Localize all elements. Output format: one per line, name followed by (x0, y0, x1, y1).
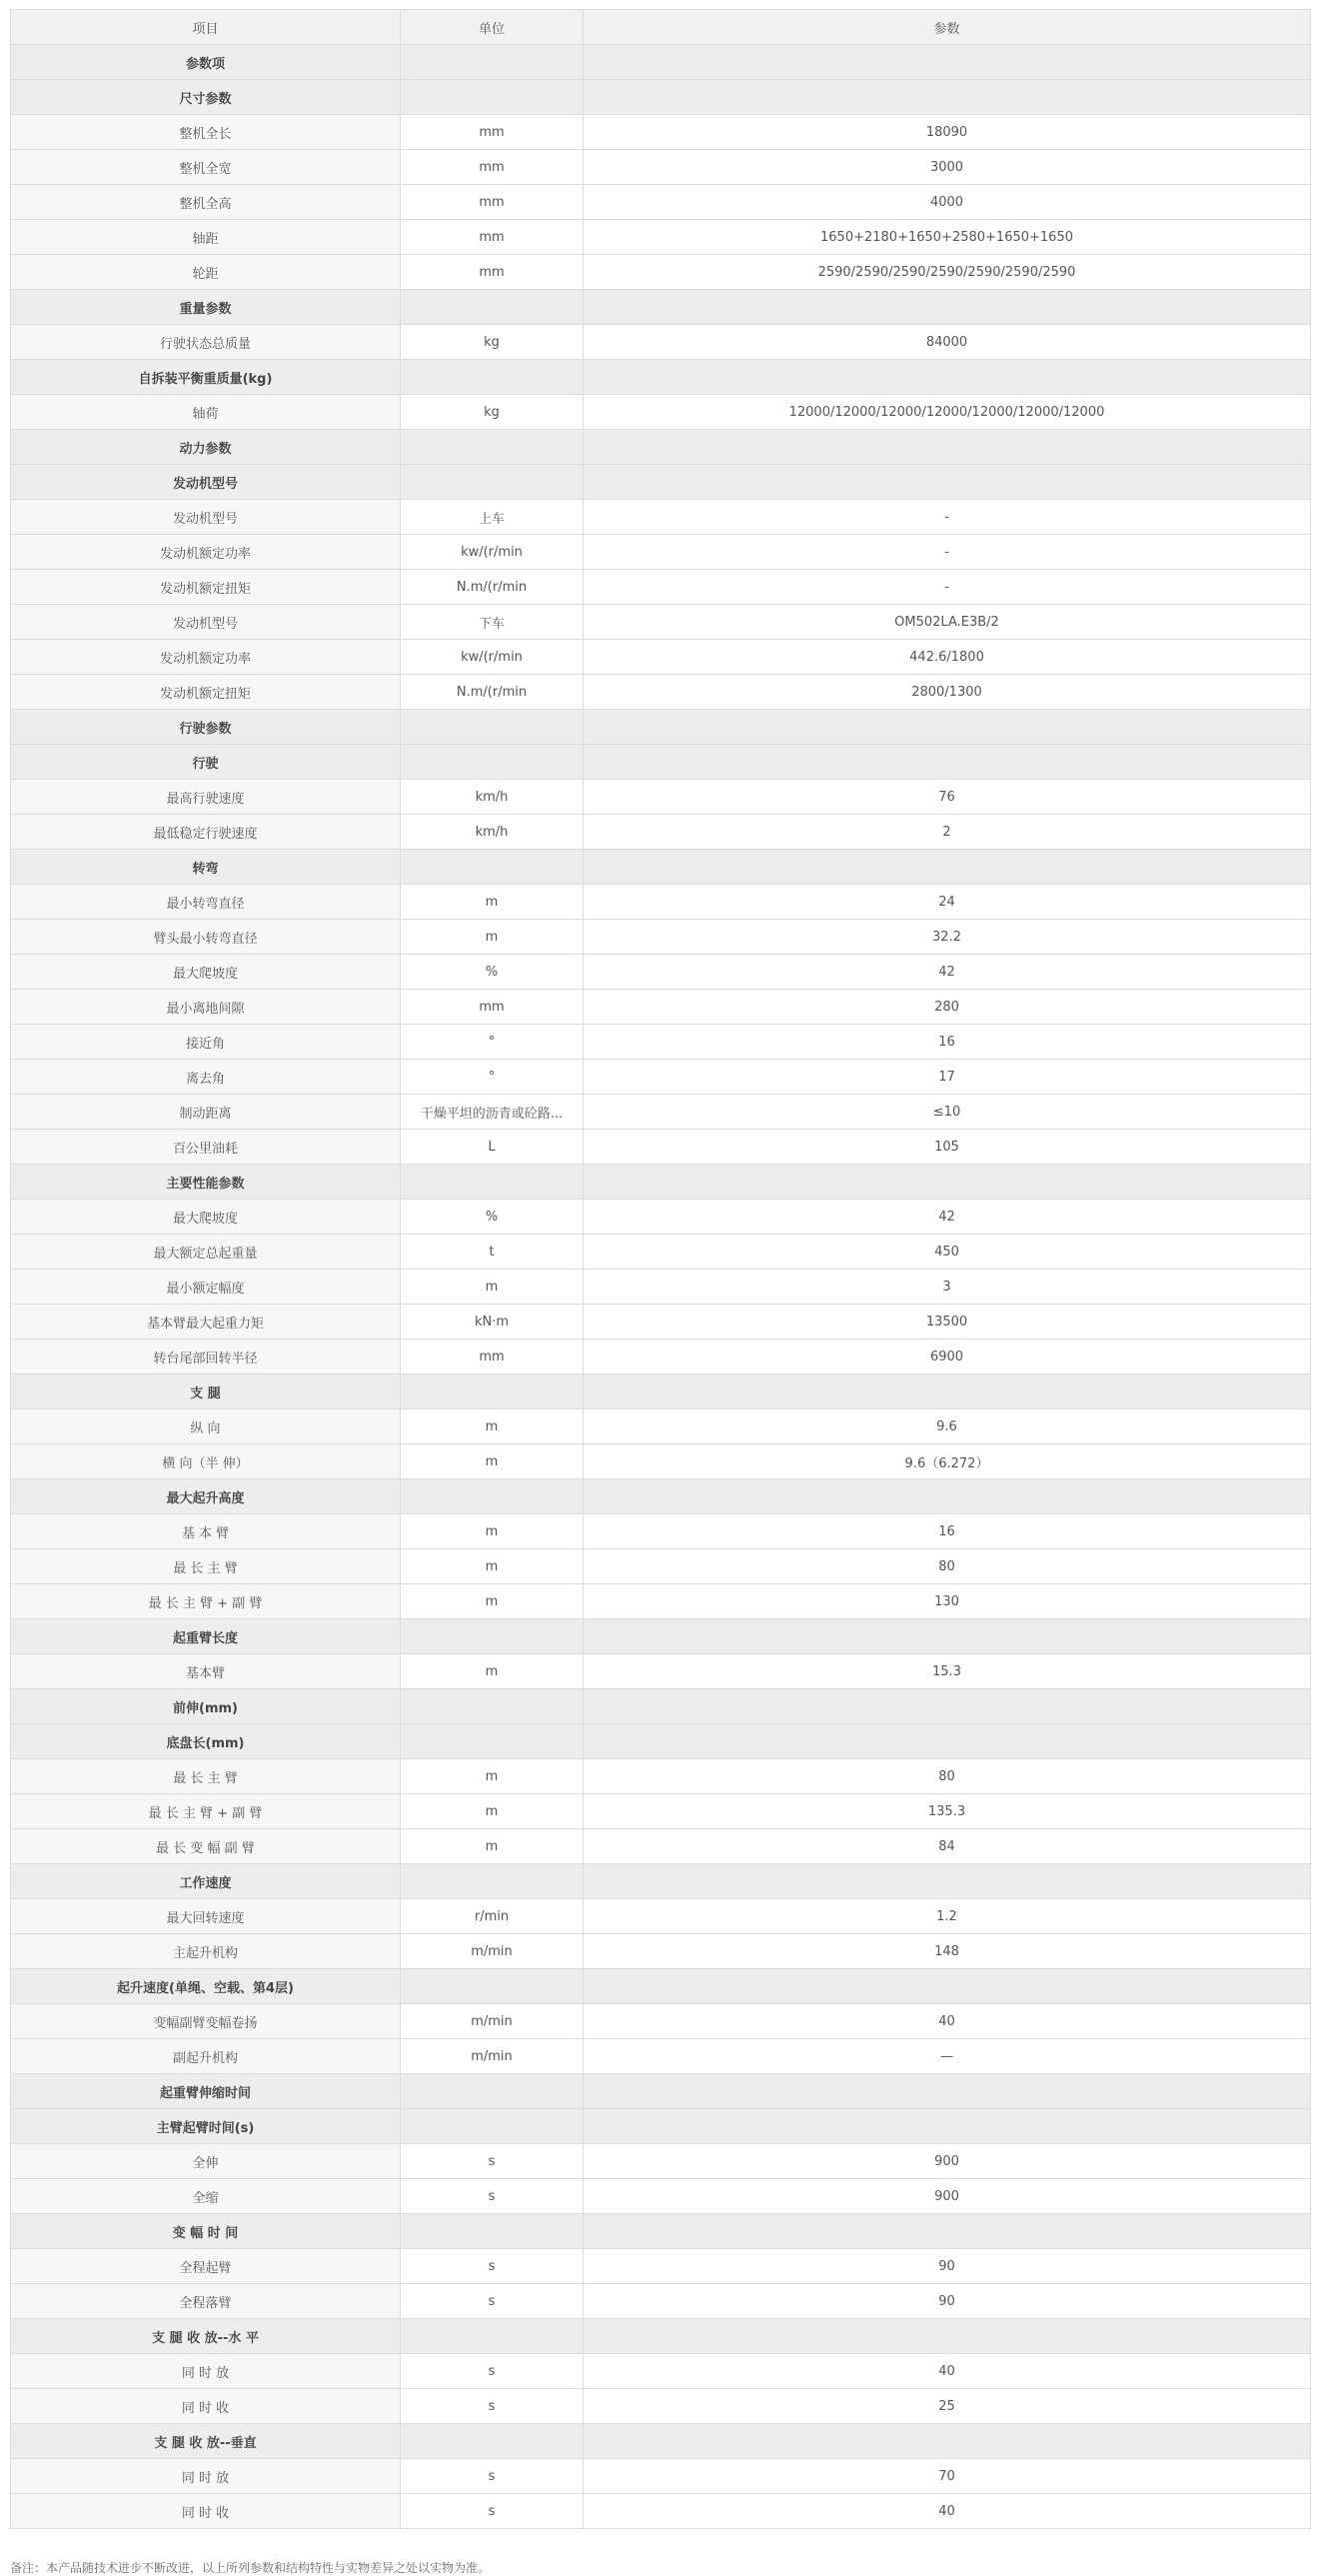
table-row (11, 1654, 1311, 1689)
section-row (11, 1479, 1311, 1514)
param-value: 9.6 (584, 1409, 1311, 1444)
param-name: 发动机额定扭矩 (11, 675, 401, 710)
table-row (11, 395, 1311, 430)
param-value (584, 360, 1311, 395)
param-name: 最大额定总起重量 (11, 1235, 401, 1270)
param-name: 最大爬坡度 (11, 955, 401, 990)
param-value (584, 80, 1311, 115)
param-unit: 干燥平坦的沥青或砼路... (401, 1095, 584, 1130)
section-row (11, 290, 1311, 325)
param-unit: m (401, 1270, 584, 1304)
param-unit (401, 80, 584, 115)
section-row (11, 2109, 1311, 2144)
param-value (584, 2074, 1311, 2109)
param-name: 整机全高 (11, 185, 401, 220)
section-title: 起重臂长度 (11, 1619, 401, 1654)
param-value (584, 1619, 1311, 1654)
param-name: 基本臂 (11, 1654, 401, 1689)
param-value (584, 430, 1311, 465)
param-unit: % (401, 955, 584, 990)
param-name: 主起升机构 (11, 1934, 401, 1969)
param-name: 横 向（半 伸） (11, 1444, 401, 1479)
param-unit: kg (401, 325, 584, 360)
param-value: 40 (584, 2354, 1311, 2389)
param-value (584, 1724, 1311, 1759)
param-value: 16 (584, 1514, 1311, 1549)
param-unit: ° (401, 1060, 584, 1095)
table-row (11, 500, 1311, 535)
param-value: 450 (584, 1235, 1311, 1270)
param-value: - (584, 500, 1311, 535)
table-row (11, 1409, 1311, 1444)
param-unit: mm (401, 255, 584, 290)
param-unit (401, 2074, 584, 2109)
section-title: 转弯 (11, 850, 401, 885)
table-row (11, 920, 1311, 955)
table-row (11, 1339, 1311, 1374)
param-name: 基 本 臂 (11, 1514, 401, 1549)
param-name: 同 时 收 (11, 2494, 401, 2529)
param-unit (401, 1969, 584, 2004)
param-name: 基本臂最大起重力矩 (11, 1304, 401, 1339)
param-unit: s (401, 2144, 584, 2179)
param-unit (401, 1619, 584, 1654)
section-title: 起升速度(单绳、空载、第4层) (11, 1969, 401, 2004)
footnote: 备注：本产品随技术进步不断改进，以上所列参数和结构特性与实物差异之处以实物为准。 (10, 2561, 491, 2575)
param-value: 24 (584, 885, 1311, 920)
param-name: 整机全长 (11, 115, 401, 150)
param-name: 全伸 (11, 2144, 401, 2179)
param-unit (401, 290, 584, 325)
param-unit (401, 1689, 584, 1724)
param-value: 40 (584, 2494, 1311, 2529)
param-unit (401, 430, 584, 465)
spec-table (10, 9, 1311, 2529)
param-name: 全程起臂 (11, 2249, 401, 2284)
table-row (11, 2494, 1311, 2529)
param-unit: s (401, 2179, 584, 2214)
param-unit: km/h (401, 815, 584, 850)
section-row (11, 1724, 1311, 1759)
param-unit: N.m/(r/min (401, 570, 584, 605)
param-value: 2590/2590/2590/2590/2590/2590/2590 (584, 255, 1311, 290)
param-value: 32.2 (584, 920, 1311, 955)
section-title: 变 幅 时 间 (11, 2214, 401, 2249)
param-unit (401, 1864, 584, 1899)
section-title: 工作速度 (11, 1864, 401, 1899)
param-unit (401, 2424, 584, 2459)
param-unit: s (401, 2494, 584, 2529)
param-value (584, 745, 1311, 780)
table-row (11, 1304, 1311, 1339)
param-unit: m (401, 1444, 584, 1479)
param-unit: N.m/(r/min (401, 675, 584, 710)
param-value: 13500 (584, 1304, 1311, 1339)
param-unit: km/h (401, 780, 584, 815)
param-unit: m/min (401, 1934, 584, 1969)
param-value: 148 (584, 1934, 1311, 1969)
param-unit: ° (401, 1025, 584, 1060)
param-unit: m/min (401, 2039, 584, 2074)
param-unit (401, 850, 584, 885)
param-value: 1650+2180+1650+2580+1650+1650 (584, 220, 1311, 255)
table-row (11, 2179, 1311, 2214)
param-value: 40 (584, 2004, 1311, 2039)
param-name: 发动机型号 (11, 500, 401, 535)
table-row (11, 2459, 1311, 2494)
table-body (11, 45, 1311, 2529)
section-title: 参数项 (11, 45, 401, 80)
section-row (11, 1689, 1311, 1724)
param-value: 16 (584, 1025, 1311, 1060)
param-value: 90 (584, 2249, 1311, 2284)
param-name: 最小额定幅度 (11, 1270, 401, 1304)
param-unit: m (401, 1549, 584, 1584)
section-row (11, 2424, 1311, 2459)
param-unit: m (401, 1794, 584, 1829)
section-row (11, 2319, 1311, 2354)
param-name: 最大回转速度 (11, 1899, 401, 1934)
param-value: 2800/1300 (584, 675, 1311, 710)
param-unit (401, 2109, 584, 2144)
param-value: 6900 (584, 1339, 1311, 1374)
section-row (11, 2214, 1311, 2249)
section-title: 支 腿 (11, 1374, 401, 1409)
table-row (11, 1200, 1311, 1235)
table-row (11, 1235, 1311, 1270)
param-unit: s (401, 2389, 584, 2424)
param-value (584, 465, 1311, 500)
section-title: 行驶参数 (11, 710, 401, 745)
param-value: 42 (584, 955, 1311, 990)
section-row (11, 1969, 1311, 2004)
param-unit: s (401, 2249, 584, 2284)
param-unit: r/min (401, 1899, 584, 1934)
param-unit: s (401, 2284, 584, 2319)
param-name: 最小转弯直径 (11, 885, 401, 920)
table-row (11, 2284, 1311, 2319)
param-unit: mm (401, 220, 584, 255)
param-name: 最 长 变 幅 副 臂 (11, 1829, 401, 1864)
param-value: 3000 (584, 150, 1311, 185)
param-name: 最低稳定行驶速度 (11, 815, 401, 850)
param-name: 同 时 收 (11, 2389, 401, 2424)
table-row (11, 115, 1311, 150)
param-unit (401, 1724, 584, 1759)
param-name: 离去角 (11, 1060, 401, 1095)
param-name: 变幅副臂变幅卷扬 (11, 2004, 401, 2039)
param-value: 76 (584, 780, 1311, 815)
param-name: 同 时 放 (11, 2354, 401, 2389)
param-name: 百公里油耗 (11, 1130, 401, 1165)
param-value (584, 45, 1311, 80)
table-row (11, 1444, 1311, 1479)
table-row (11, 325, 1311, 360)
param-unit (401, 1479, 584, 1514)
table-row (11, 2354, 1311, 2389)
param-name: 最 长 主 臂 (11, 1759, 401, 1794)
param-unit: m/min (401, 2004, 584, 2039)
table-row (11, 1514, 1311, 1549)
param-value (584, 2319, 1311, 2354)
section-row (11, 745, 1311, 780)
param-unit: mm (401, 990, 584, 1025)
param-unit: m (401, 1759, 584, 1794)
section-title: 尺寸参数 (11, 80, 401, 115)
param-value: 80 (584, 1759, 1311, 1794)
table-row (11, 2004, 1311, 2039)
param-unit: 下车 (401, 605, 584, 640)
section-title: 支 腿 收 放--水 平 (11, 2319, 401, 2354)
param-unit: m (401, 1584, 584, 1619)
table-row (11, 1270, 1311, 1304)
param-name: 最 长 主 臂 + 副 臂 (11, 1584, 401, 1619)
param-name: 轴荷 (11, 395, 401, 430)
param-value: 70 (584, 2459, 1311, 2494)
section-row (11, 80, 1311, 115)
table-row (11, 2039, 1311, 2074)
param-unit: t (401, 1235, 584, 1270)
param-name: 轴距 (11, 220, 401, 255)
param-value: 12000/12000/12000/12000/12000/12000/12000 (584, 395, 1311, 430)
table-row (11, 1759, 1311, 1794)
param-value (584, 2214, 1311, 2249)
param-value: 1.2 (584, 1899, 1311, 1934)
section-row (11, 1165, 1311, 1200)
section-row (11, 1374, 1311, 1409)
param-name: 行驶状态总质量 (11, 325, 401, 360)
table-row (11, 150, 1311, 185)
param-value: 80 (584, 1549, 1311, 1584)
param-unit (401, 710, 584, 745)
param-value: ≤10 (584, 1095, 1311, 1130)
section-row (11, 45, 1311, 80)
table-row (11, 1130, 1311, 1165)
section-title: 底盘长(mm) (11, 1724, 401, 1759)
param-unit (401, 360, 584, 395)
section-title: 自拆装平衡重质量(kg) (11, 360, 401, 395)
header-item: 项目 (11, 10, 401, 45)
table-row (11, 1829, 1311, 1864)
param-value (584, 1165, 1311, 1200)
table-row (11, 1794, 1311, 1829)
param-value: — (584, 2039, 1311, 2074)
table-row (11, 780, 1311, 815)
section-row (11, 1864, 1311, 1899)
section-title: 最大起升高度 (11, 1479, 401, 1514)
param-value: 900 (584, 2144, 1311, 2179)
param-value: 2 (584, 815, 1311, 850)
section-row (11, 360, 1311, 395)
param-value: 17 (584, 1060, 1311, 1095)
table-row (11, 815, 1311, 850)
table-row (11, 640, 1311, 675)
param-unit: kg (401, 395, 584, 430)
table-row (11, 2389, 1311, 2424)
param-name: 制动距离 (11, 1095, 401, 1130)
param-unit: kw/(r/min (401, 640, 584, 675)
param-value (584, 1479, 1311, 1514)
param-value: 84 (584, 1829, 1311, 1864)
param-unit (401, 2214, 584, 2249)
table-row (11, 990, 1311, 1025)
param-value: 90 (584, 2284, 1311, 2319)
param-value: 130 (584, 1584, 1311, 1619)
section-title: 主要性能参数 (11, 1165, 401, 1200)
param-unit: kN·m (401, 1304, 584, 1339)
param-value: 3 (584, 1270, 1311, 1304)
param-unit: m (401, 1829, 584, 1864)
param-unit: % (401, 1200, 584, 1235)
param-unit: mm (401, 150, 584, 185)
table-row (11, 1934, 1311, 1969)
section-title: 行驶 (11, 745, 401, 780)
param-value: 15.3 (584, 1654, 1311, 1689)
section-row (11, 430, 1311, 465)
table-row (11, 1060, 1311, 1095)
header-unit: 单位 (401, 10, 584, 45)
table-row (11, 1584, 1311, 1619)
param-name: 发动机型号 (11, 605, 401, 640)
param-value: 4000 (584, 185, 1311, 220)
table-row (11, 255, 1311, 290)
section-row (11, 2074, 1311, 2109)
param-value (584, 1864, 1311, 1899)
param-value: - (584, 535, 1311, 570)
param-value: 105 (584, 1130, 1311, 1165)
table-row (11, 185, 1311, 220)
section-title: 起重臂伸缩时间 (11, 2074, 401, 2109)
param-value: 18090 (584, 115, 1311, 150)
param-name: 最高行驶速度 (11, 780, 401, 815)
table-row (11, 1549, 1311, 1584)
param-value (584, 290, 1311, 325)
param-name: 副起升机构 (11, 2039, 401, 2074)
param-value: 442.6/1800 (584, 640, 1311, 675)
section-row (11, 850, 1311, 885)
param-value (584, 850, 1311, 885)
param-value (584, 710, 1311, 745)
param-unit: m (401, 1654, 584, 1689)
param-name: 最小离地间隙 (11, 990, 401, 1025)
param-unit (401, 1165, 584, 1200)
param-value: 900 (584, 2179, 1311, 2214)
param-name: 最大爬坡度 (11, 1200, 401, 1235)
param-name: 全程落臂 (11, 2284, 401, 2319)
table-row (11, 2144, 1311, 2179)
table-row (11, 535, 1311, 570)
section-title: 支 腿 收 放--垂直 (11, 2424, 401, 2459)
table-row (11, 675, 1311, 710)
table-row (11, 1095, 1311, 1130)
param-value (584, 1374, 1311, 1409)
section-row (11, 465, 1311, 500)
param-name: 整机全宽 (11, 150, 401, 185)
param-unit: m (401, 920, 584, 955)
param-name: 接近角 (11, 1025, 401, 1060)
param-name: 全缩 (11, 2179, 401, 2214)
table-row (11, 1025, 1311, 1060)
param-unit (401, 465, 584, 500)
section-row (11, 1619, 1311, 1654)
param-value: OM502LA.E3B/2 (584, 605, 1311, 640)
table-row (11, 885, 1311, 920)
table-row (11, 605, 1311, 640)
param-value: - (584, 570, 1311, 605)
param-unit: mm (401, 1339, 584, 1374)
param-unit (401, 45, 584, 80)
param-name: 臂头最小转弯直径 (11, 920, 401, 955)
param-name: 纵 向 (11, 1409, 401, 1444)
param-value: 135.3 (584, 1794, 1311, 1829)
param-value (584, 2424, 1311, 2459)
param-value: 25 (584, 2389, 1311, 2424)
section-title: 动力参数 (11, 430, 401, 465)
param-value: 84000 (584, 325, 1311, 360)
param-name: 轮距 (11, 255, 401, 290)
section-title: 发动机型号 (11, 465, 401, 500)
table-row (11, 1899, 1311, 1934)
section-title: 前伸(mm) (11, 1689, 401, 1724)
table-row (11, 955, 1311, 990)
param-unit: mm (401, 115, 584, 150)
param-unit: L (401, 1130, 584, 1165)
param-value (584, 1969, 1311, 2004)
param-name: 发动机额定功率 (11, 640, 401, 675)
param-name: 发动机额定扭矩 (11, 570, 401, 605)
param-unit: s (401, 2459, 584, 2494)
param-unit (401, 1374, 584, 1409)
param-value: 9.6（6.272） (584, 1444, 1311, 1479)
param-unit (401, 745, 584, 780)
param-unit (401, 2319, 584, 2354)
param-name: 最 长 主 臂 (11, 1549, 401, 1584)
param-name: 发动机额定功率 (11, 535, 401, 570)
param-name: 最 长 主 臂 + 副 臂 (11, 1794, 401, 1829)
table-row (11, 2249, 1311, 2284)
param-value (584, 1689, 1311, 1724)
param-name: 同 时 放 (11, 2459, 401, 2494)
param-value (584, 2109, 1311, 2144)
param-unit: m (401, 1409, 584, 1444)
table-row (11, 220, 1311, 255)
header-value: 参数 (584, 10, 1311, 45)
param-value: 42 (584, 1200, 1311, 1235)
param-value: 280 (584, 990, 1311, 1025)
param-unit: m (401, 885, 584, 920)
section-row (11, 710, 1311, 745)
param-unit: kw/(r/min (401, 535, 584, 570)
section-title: 重量参数 (11, 290, 401, 325)
param-unit: m (401, 1514, 584, 1549)
param-unit: s (401, 2354, 584, 2389)
table-row (11, 570, 1311, 605)
param-unit: 上车 (401, 500, 584, 535)
param-name: 转台尾部回转半径 (11, 1339, 401, 1374)
section-title: 主臂起臂时间(s) (11, 2109, 401, 2144)
param-unit: mm (401, 185, 584, 220)
table-header-row (11, 10, 1311, 45)
